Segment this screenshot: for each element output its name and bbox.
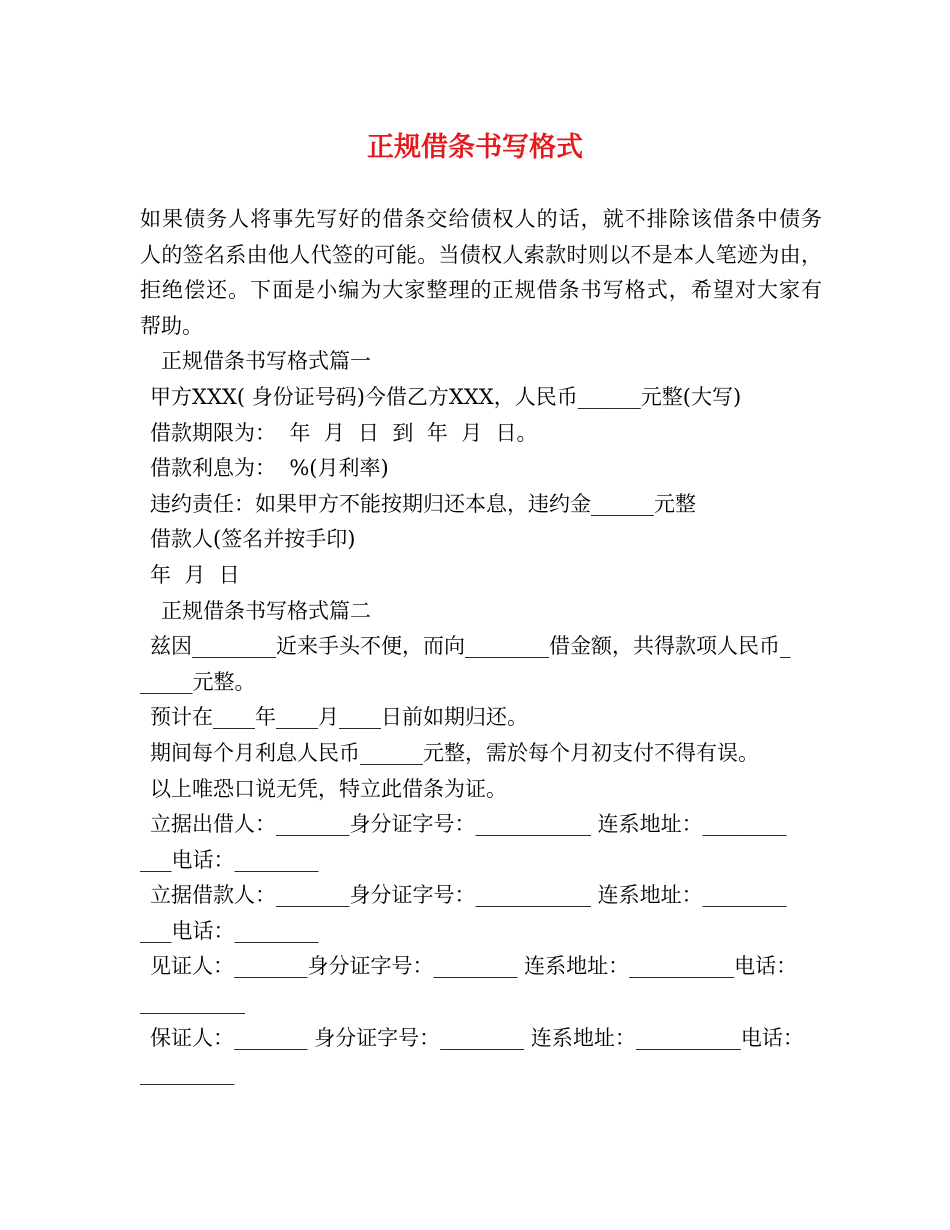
section1-line: 年 月 日	[150, 562, 240, 587]
section2-line: 以上唯恐口说无凭，特立此借条为证。	[150, 776, 507, 801]
section2-line: _____元整。	[140, 669, 256, 694]
section1-line: 甲方XXX( 身份证号码)今借乙方XXX，人民币______元整(大写)	[150, 384, 742, 409]
section2-line: 见证人：_______身分证字号：________ 连系地址：__________电话：	[150, 954, 798, 979]
section1-line: 借款利息为： %(月利率)	[150, 456, 389, 481]
section2-line: _________	[140, 1061, 235, 1086]
section2-heading: 正规借条书写格式篇二	[161, 598, 371, 623]
intro-line: 如果债务人将事先写好的借条交给债权人的话，就不排除该借条中债务	[140, 207, 822, 231]
section2-line: 立据借款人：_______身分证字号：___________ 连系地址：________	[150, 883, 787, 908]
intro-line: 人的签名系由他人代签的可能。当债权人索款时则以不是本人笔迹为由，	[140, 242, 822, 267]
intro-line: 帮助。	[140, 313, 203, 338]
intro-line: 拒绝偿还。下面是小编为大家整理的正规借条书写格式，希望对大家有	[140, 278, 822, 303]
section2-line: 预计在____年____月____日前如期归还。	[150, 705, 528, 730]
section2-line: ___电话：________	[140, 847, 319, 872]
section2-line: ___电话：________	[140, 918, 319, 943]
document-title: 正规借条书写格式	[367, 132, 583, 163]
section1-line: 借款人(签名并按手印)	[150, 527, 356, 552]
section2-line: 期间每个月利息人民币______元整，需於每个月初支付不得有误。	[150, 740, 759, 765]
section1-line: 借款期限为： 年 月 日 到 年 月 日。	[150, 420, 538, 445]
section2-line: 立据出借人：_______身分证字号：___________ 连系地址：________	[150, 812, 787, 837]
section1-line: 违约责任：如果甲方不能按期归还本息，违约金______元整	[150, 491, 696, 516]
section2-line: 兹因________近来手头不便，而向________借金额，共得款项人民币_	[150, 634, 791, 659]
section2-line: 保证人：_______ 身分证字号：________ 连系地址：__________电话：	[150, 1025, 804, 1050]
section1-heading: 正规借条书写格式篇一	[161, 349, 371, 374]
document-body	[0, 202, 950, 1092]
section2-line: __________	[140, 990, 245, 1015]
